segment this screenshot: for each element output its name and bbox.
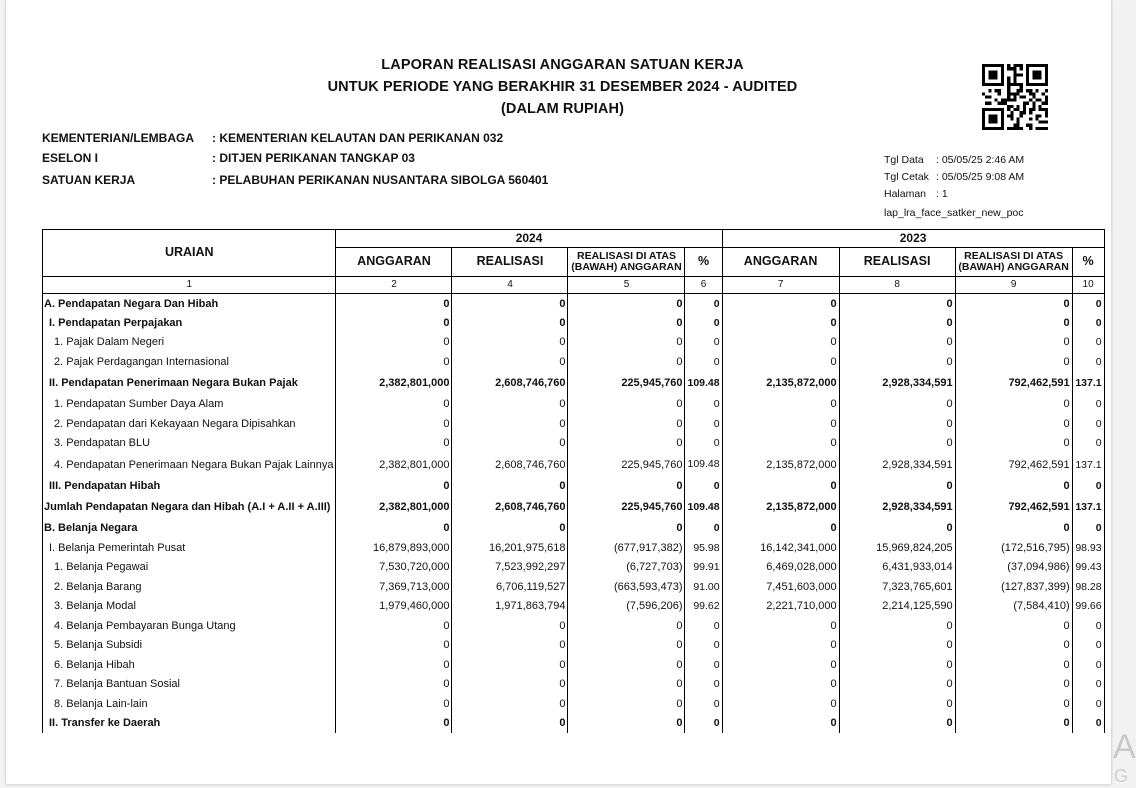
realisasi-2023-cell: 2,928,334,591 (839, 453, 955, 476)
selisih-2024-cell: 0 (568, 636, 685, 656)
realisasi-2024-cell: 0 (452, 616, 568, 636)
selisih-2023-cell: (172,516,795) (955, 538, 1072, 558)
pct-2024-cell: 0 (685, 294, 722, 314)
realisasi-2024-cell: 0 (452, 395, 568, 415)
realisasi-2024-cell: 0 (452, 694, 568, 714)
realisasi-2024-cell: 0 (452, 434, 568, 454)
realisasi-2023-cell: 15,969,824,205 (839, 538, 955, 558)
realisasi-2024-cell: 0 (452, 519, 568, 539)
pct-2024-cell: 0 (685, 476, 722, 496)
pct-2024-header: % (685, 248, 722, 277)
col-number: 4 (452, 277, 568, 294)
selisih-2024-cell: 0 (568, 616, 685, 636)
row-label: 8. Belanja Lain-lain (43, 694, 336, 714)
report-currency: (DALAM RUPIAH) (500, 101, 625, 117)
realisasi-2024-cell: 6,706,119,527 (452, 577, 568, 597)
row-label: 7. Belanja Bantuan Sosial (43, 675, 336, 695)
anggaran-2024-cell: 2,382,801,000 (336, 453, 452, 476)
table-row (43, 294, 1105, 314)
selisih-2023-cell: 0 (955, 434, 1072, 454)
selisih-2024-cell: 0 (568, 519, 685, 539)
pct-2024-cell: 91.00 (685, 577, 722, 597)
edge-glyph: A (1113, 728, 1136, 766)
selisih-2023-cell: 0 (955, 395, 1072, 415)
pct-2024-cell: 0 (685, 616, 722, 636)
pct-2023-cell: 0 (1072, 655, 1104, 675)
selisih-2023-cell: 0 (955, 414, 1072, 434)
tgl-data-label: Tgl Data (884, 154, 924, 166)
pct-2024-cell: 0 (685, 313, 722, 333)
selisih-2023-cell: 0 (955, 476, 1072, 496)
anggaran-2024-cell: 2,382,801,000 (336, 496, 452, 519)
realisasi-2023-cell: 0 (839, 655, 955, 675)
pct-2024-cell: 0 (685, 675, 722, 695)
anggaran-2023-cell: 0 (722, 313, 839, 333)
realisasi-2024-cell: 0 (452, 414, 568, 434)
row-label: A. Pendapatan Negara Dan Hibah (43, 294, 336, 314)
pct-2024-cell: 0 (685, 655, 722, 675)
selisih-2024-line2: (BAWAH) ANGGARAN (571, 261, 682, 273)
realisasi-2024-cell: 0 (452, 333, 568, 353)
anggaran-2023-cell: 7,451,603,000 (722, 577, 839, 597)
anggaran-2023-cell: 6,469,028,000 (722, 558, 839, 578)
anggaran-2024-cell: 2,382,801,000 (336, 372, 452, 395)
selisih-2023-cell: 0 (955, 636, 1072, 656)
realisasi-2024-header: REALISASI (452, 248, 568, 277)
table-row (43, 538, 1105, 558)
anggaran-2023-cell: 0 (722, 694, 839, 714)
pct-2024-cell: 99.62 (685, 597, 722, 617)
realisasi-2024-cell: 1,971,863,794 (452, 597, 568, 617)
pct-2024-cell: 99.91 (685, 558, 722, 578)
realisasi-2023-cell: 0 (839, 714, 955, 734)
anggaran-2024-cell: 0 (336, 694, 452, 714)
col-number: 1 (43, 277, 336, 294)
selisih-2023-cell: (127,837,399) (955, 577, 1072, 597)
selisih-2024-cell: 0 (568, 313, 685, 333)
anggaran-2024-cell: 0 (336, 636, 452, 656)
anggaran-2024-header: ANGGARAN (336, 248, 452, 277)
row-label: 1. Belanja Pegawai (43, 558, 336, 578)
anggaran-2023-cell: 2,135,872,000 (722, 496, 839, 519)
selisih-2024-cell: (677,917,382) (568, 538, 685, 558)
col-number: 10 (1072, 277, 1104, 294)
realisasi-2023-cell: 7,323,765,601 (839, 577, 955, 597)
pct-2023-cell: 98.93 (1072, 538, 1104, 558)
year-2024-header: 2024 (336, 230, 722, 248)
pct-2023-cell: 0 (1072, 395, 1104, 415)
tgl-cetak-value: : 05/05/25 9:08 AM (936, 171, 1025, 183)
anggaran-2024-cell: 7,530,720,000 (336, 558, 452, 578)
col-number: 6 (685, 277, 722, 294)
selisih-2024-cell: 225,945,760 (568, 496, 685, 519)
table-row (43, 476, 1105, 496)
kementerian-value: : KEMENTERIAN KELAUTAN DAN PERIKANAN 032 (212, 131, 504, 145)
pct-2023-cell: 137.1 (1072, 372, 1104, 395)
realisasi-2024-cell: 2,608,746,760 (452, 453, 568, 476)
halaman-value: : 1 (936, 188, 948, 200)
anggaran-2024-cell: 0 (336, 395, 452, 415)
realisasi-2023-cell: 0 (839, 519, 955, 539)
uraian-header: URAIAN (43, 230, 336, 277)
selisih-2024-cell: 0 (568, 434, 685, 454)
pct-2023-cell: 0 (1072, 313, 1104, 333)
pct-2023-cell: 0 (1072, 519, 1104, 539)
halaman-label: Halaman (884, 188, 927, 200)
selisih-2023-cell: 0 (955, 352, 1072, 372)
anggaran-2023-cell: 0 (722, 655, 839, 675)
anggaran-2023-cell: 0 (722, 352, 839, 372)
anggaran-2023-cell: 0 (722, 294, 839, 314)
anggaran-2024-cell: 0 (336, 616, 452, 636)
pct-2024-cell: 0 (685, 414, 722, 434)
table-row (43, 694, 1105, 714)
table-row (43, 496, 1105, 519)
anggaran-2023-cell: 16,142,341,000 (722, 538, 839, 558)
realisasi-2023-cell: 0 (839, 313, 955, 333)
pct-2024-cell: 0 (685, 434, 722, 454)
pct-2024-cell: 0 (685, 333, 722, 353)
realisasi-2024-cell: 0 (452, 636, 568, 656)
pct-2023-cell: 0 (1072, 333, 1104, 353)
budget-realization-table (42, 229, 1105, 733)
realisasi-2023-cell: 0 (839, 395, 955, 415)
selisih-2023-cell: 0 (955, 313, 1072, 333)
selisih-2023-line2: (BAWAH) ANGGARAN (958, 261, 1069, 273)
realisasi-2023-cell: 2,214,125,590 (839, 597, 955, 617)
row-label: 2. Belanja Barang (43, 577, 336, 597)
pct-2023-cell: 0 (1072, 714, 1104, 734)
selisih-2024-cell: 0 (568, 414, 685, 434)
row-label: B. Belanja Negara (43, 519, 336, 539)
anggaran-2024-cell: 0 (336, 434, 452, 454)
table-row (43, 675, 1105, 695)
realisasi-2024-cell: 0 (452, 476, 568, 496)
pct-2023-cell: 99.43 (1072, 558, 1104, 578)
table-row (43, 395, 1105, 415)
anggaran-2024-cell: 0 (336, 352, 452, 372)
selisih-2023-cell: (37,094,986) (955, 558, 1072, 578)
pct-2023-cell: 99.66 (1072, 597, 1104, 617)
anggaran-2023-cell: 0 (722, 714, 839, 734)
anggaran-2024-cell: 0 (336, 519, 452, 539)
anggaran-2023-cell: 0 (722, 519, 839, 539)
tgl-cetak-label: Tgl Cetak (884, 171, 929, 183)
realisasi-2024-cell: 7,523,992,297 (452, 558, 568, 578)
selisih-2023-cell: 0 (955, 294, 1072, 314)
row-label: II. Transfer ke Daerah (43, 714, 336, 734)
year-2023-header: 2023 (722, 230, 1104, 248)
row-label: 4. Pendapatan Penerimaan Negara Bukan Pajak Lainnya (43, 453, 336, 476)
pct-2023-cell: 137.1 (1072, 453, 1104, 476)
table-row (43, 558, 1105, 578)
pct-2023-header: % (1072, 248, 1104, 277)
anggaran-2023-cell: 0 (722, 333, 839, 353)
row-label: Jumlah Pendapatan Negara dan Hibah (A.I + A.II + A.III) (43, 496, 336, 519)
realisasi-2023-cell: 2,928,334,591 (839, 496, 955, 519)
row-label: 4. Belanja Pembayaran Bunga Utang (43, 616, 336, 636)
realisasi-2023-cell: 0 (839, 675, 955, 695)
table-row (43, 453, 1105, 476)
table-row (43, 519, 1105, 539)
selisih-2024-cell: 0 (568, 395, 685, 415)
selisih-2023-cell: 792,462,591 (955, 372, 1072, 395)
selisih-2023-cell: (7,584,410) (955, 597, 1072, 617)
row-label: 3. Pendapatan BLU (43, 434, 336, 454)
selisih-2023-line1: REALISASI DI ATAS (964, 249, 1064, 262)
pct-2023-cell: 0 (1072, 294, 1104, 314)
selisih-2024-line1: REALISASI DI ATAS (576, 249, 676, 262)
table-row (43, 655, 1105, 675)
pct-2024-cell: 0 (685, 694, 722, 714)
anggaran-2024-cell: 16,879,893,000 (336, 538, 452, 558)
row-label: 5. Belanja Subsidi (43, 636, 336, 656)
table-row (43, 577, 1105, 597)
row-label: 1. Pajak Dalam Negeri (43, 333, 336, 353)
anggaran-2024-cell: 0 (336, 714, 452, 734)
anggaran-2023-cell: 0 (722, 395, 839, 415)
realisasi-2023-cell: 0 (839, 352, 955, 372)
anggaran-2023-cell: 0 (722, 636, 839, 656)
eselon-value: : DITJEN PERIKANAN TANGKAP 03 (212, 151, 415, 165)
pct-2023-cell: 137.1 (1072, 496, 1104, 519)
selisih-2024-cell: 0 (568, 333, 685, 353)
anggaran-2024-cell: 0 (336, 675, 452, 695)
anggaran-2024-cell: 7,369,713,000 (336, 577, 452, 597)
anggaran-2023-cell: 2,135,872,000 (722, 453, 839, 476)
selisih-2024-cell: 225,945,760 (568, 453, 685, 476)
realisasi-2023-header: REALISASI (839, 248, 955, 277)
selisih-2024-cell: 0 (568, 294, 685, 314)
row-label: 6. Belanja Hibah (43, 655, 336, 675)
row-label: I. Pendapatan Perpajakan (43, 313, 336, 333)
selisih-2024-cell: 0 (568, 675, 685, 695)
table-row (43, 414, 1105, 434)
realisasi-2024-cell: 2,608,746,760 (452, 496, 568, 519)
pct-2023-cell: 0 (1072, 636, 1104, 656)
selisih-2024-cell: 225,945,760 (568, 372, 685, 395)
selisih-2023-cell: 0 (955, 694, 1072, 714)
selisih-2023-cell: 0 (955, 616, 1072, 636)
realisasi-2024-cell: 0 (452, 313, 568, 333)
anggaran-2023-cell: 2,135,872,000 (722, 372, 839, 395)
selisih-2024-cell: 0 (568, 352, 685, 372)
table-row (43, 597, 1105, 617)
realisasi-2024-cell: 0 (452, 352, 568, 372)
realisasi-2023-cell: 0 (839, 636, 955, 656)
selisih-2024-header (568, 248, 685, 277)
realisasi-2024-cell: 0 (452, 655, 568, 675)
table-row (43, 616, 1105, 636)
table-row (43, 714, 1105, 734)
anggaran-2024-cell: 0 (336, 294, 452, 314)
column-number-row (43, 277, 1105, 294)
table-row (43, 434, 1105, 454)
pct-2024-cell: 109.48 (685, 496, 722, 519)
selisih-2024-cell: (7,596,206) (568, 597, 685, 617)
pct-2024-cell: 0 (685, 352, 722, 372)
col-number: 8 (839, 277, 955, 294)
pct-2023-cell: 0 (1072, 476, 1104, 496)
col-number: 7 (722, 277, 839, 294)
pct-2023-cell: 0 (1072, 675, 1104, 695)
selisih-2024-cell: 0 (568, 655, 685, 675)
tgl-data-value: : 05/05/25 2:46 AM (936, 154, 1025, 166)
selisih-2024-cell: 0 (568, 476, 685, 496)
anggaran-2024-cell: 1,979,460,000 (336, 597, 452, 617)
selisih-2023-cell: 0 (955, 675, 1072, 695)
selisih-2023-header (955, 248, 1072, 277)
table-row (43, 372, 1105, 395)
anggaran-2024-cell: 0 (336, 655, 452, 675)
col-number: 9 (955, 277, 1072, 294)
realisasi-2024-cell: 0 (452, 294, 568, 314)
report-period: UNTUK PERIODE YANG BERAKHIR 31 DESEMBER 2024 - AUDITED (327, 79, 798, 95)
realisasi-2023-cell: 2,928,334,591 (839, 372, 955, 395)
anggaran-2024-cell: 0 (336, 333, 452, 353)
anggaran-2024-cell: 0 (336, 476, 452, 496)
col-number: 5 (568, 277, 685, 294)
qr-code-icon (982, 64, 1048, 130)
pct-2024-cell: 109.48 (685, 453, 722, 476)
edge-glyph: G (1114, 766, 1129, 786)
realisasi-2023-cell: 0 (839, 694, 955, 714)
selisih-2023-cell: 792,462,591 (955, 496, 1072, 519)
realisasi-2024-cell: 0 (452, 714, 568, 734)
report-code: lap_lra_face_satker_new_poc (884, 207, 1024, 219)
table-row (43, 313, 1105, 333)
eselon-label: ESELON I (42, 151, 99, 165)
pct-2024-cell: 109.48 (685, 372, 722, 395)
anggaran-2023-cell: 0 (722, 414, 839, 434)
realisasi-2023-cell: 0 (839, 414, 955, 434)
realisasi-2024-cell: 0 (452, 675, 568, 695)
anggaran-2024-cell: 0 (336, 313, 452, 333)
pct-2024-cell: 95.98 (685, 538, 722, 558)
selisih-2024-cell: 0 (568, 694, 685, 714)
pct-2023-cell: 0 (1072, 694, 1104, 714)
table-body (43, 294, 1105, 734)
table-row (43, 333, 1105, 353)
anggaran-2023-cell: 0 (722, 616, 839, 636)
realisasi-2024-cell: 16,201,975,618 (452, 538, 568, 558)
row-label: 2. Pendapatan dari Kekayaan Negara Dipisahkan (43, 414, 336, 434)
realisasi-2023-cell: 0 (839, 434, 955, 454)
pct-2023-cell: 0 (1072, 616, 1104, 636)
pct-2023-cell: 0 (1072, 434, 1104, 454)
selisih-2024-cell: (663,593,473) (568, 577, 685, 597)
selisih-2023-cell: 792,462,591 (955, 453, 1072, 476)
realisasi-2023-cell: 0 (839, 333, 955, 353)
anggaran-2024-cell: 0 (336, 414, 452, 434)
anggaran-2023-header: ANGGARAN (722, 248, 839, 277)
pct-2023-cell: 98.28 (1072, 577, 1104, 597)
row-label: II. Pendapatan Penerimaan Negara Bukan Pajak (43, 372, 336, 395)
pct-2024-cell: 0 (685, 395, 722, 415)
table-row (43, 636, 1105, 656)
pct-2024-cell: 0 (685, 636, 722, 656)
report-title: LAPORAN REALISASI ANGGARAN SATUAN KERJA (381, 57, 744, 73)
selisih-2023-cell: 0 (955, 333, 1072, 353)
selisih-2023-cell: 0 (955, 655, 1072, 675)
row-label: III. Pendapatan Hibah (43, 476, 336, 496)
realisasi-2023-cell: 0 (839, 476, 955, 496)
col-number: 2 (336, 277, 452, 294)
realisasi-2023-cell: 6,431,933,014 (839, 558, 955, 578)
anggaran-2023-cell: 0 (722, 434, 839, 454)
selisih-2024-cell: 0 (568, 714, 685, 734)
pct-2023-cell: 0 (1072, 352, 1104, 372)
selisih-2024-cell: (6,727,703) (568, 558, 685, 578)
selisih-2023-cell: 0 (955, 714, 1072, 734)
selisih-2023-cell: 0 (955, 519, 1072, 539)
pct-2023-cell: 0 (1072, 414, 1104, 434)
anggaran-2023-cell: 0 (722, 675, 839, 695)
row-label: 2. Pajak Perdagangan Internasional (43, 352, 336, 372)
pct-2024-cell: 0 (685, 714, 722, 734)
anggaran-2023-cell: 2,221,710,000 (722, 597, 839, 617)
satker-label: SATUAN KERJA (42, 173, 136, 187)
row-label: I. Belanja Pemerintah Pusat (43, 538, 336, 558)
realisasi-2023-cell: 0 (839, 294, 955, 314)
pct-2024-cell: 0 (685, 519, 722, 539)
satker-value: : PELABUHAN PERIKANAN NUSANTARA SIBOLGA 560401 (212, 173, 549, 187)
realisasi-2024-cell: 2,608,746,760 (452, 372, 568, 395)
row-label: 1. Pendapatan Sumber Daya Alam (43, 395, 336, 415)
kementerian-label: KEMENTERIAN/LEMBAGA (42, 131, 194, 145)
anggaran-2023-cell: 0 (722, 476, 839, 496)
realisasi-2023-cell: 0 (839, 616, 955, 636)
table-row (43, 352, 1105, 372)
row-label: 3. Belanja Modal (43, 597, 336, 617)
